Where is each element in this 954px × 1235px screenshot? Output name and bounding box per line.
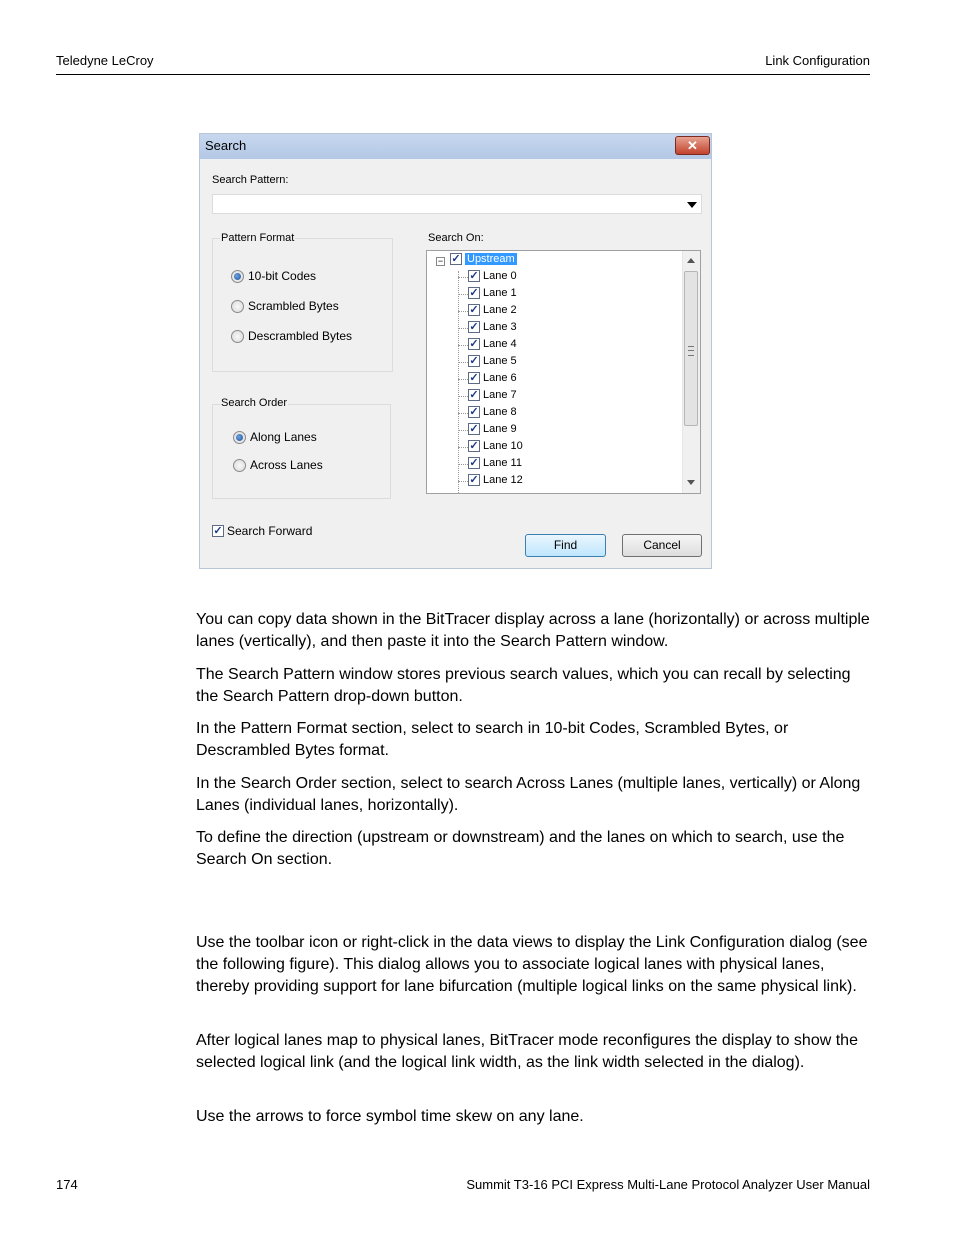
tree-node-label: Lane 0 [483,270,517,282]
radio-along-lanes[interactable] [233,430,317,444]
close-button[interactable] [675,136,710,155]
checkbox-checked-icon[interactable]: ✓ [469,372,479,384]
dialog-title: Search [205,138,247,153]
tree-node-label: Upstream [467,253,515,265]
scroll-up-icon[interactable] [687,258,695,263]
radio-scrambled-bytes[interactable] [231,299,339,313]
radio-descrambled-bytes[interactable] [231,329,352,343]
checkbox-checked-icon[interactable]: ✓ [469,406,479,418]
tree-guide-line [458,447,468,448]
search-pattern-combo[interactable] [212,194,702,214]
radio-selected-icon[interactable] [231,270,244,283]
manual-title: Summit T3-16 PCI Express Multi-Lane Protocol Analyzer User Manual [466,1177,870,1192]
radio-icon[interactable] [231,330,244,343]
collapse-icon[interactable]: − [437,256,444,266]
radio-selected-icon[interactable] [233,431,246,444]
checkbox-checked-icon[interactable]: ✓ [469,304,479,316]
header-section: Link Configuration [765,53,870,68]
paragraph: Use the toolbar icon or right-click in the data views to display the Link Configuration dialog (see the following figure). This dialog allows you to associate logical lanes with physical lanes, thereby providing support for lane bifurcation (multiple logical links on the same physical link). [196,934,868,995]
radio-label: 10-bit Codes [248,269,317,283]
scroll-thumb[interactable] [684,271,698,426]
tree-node-label: Lane 10 [483,440,523,452]
tree-guide-line [458,379,468,380]
cancel-button[interactable]: Cancel [622,534,702,557]
radio-icon[interactable] [231,300,244,313]
checkbox-checked-icon[interactable]: ✓ [469,270,479,282]
pattern-format-label: Pattern Format [221,232,295,244]
tree-guide-line [458,277,468,278]
tree-node-upstream[interactable] [450,253,517,265]
paragraph: To define the direction (upstream or downstream) and the lanes on which to search, use the Search On section. [196,829,845,868]
tree-node-label: Lane 3 [483,321,517,333]
search-on-tree[interactable] [426,250,701,494]
checkbox-checked-icon[interactable]: ✓ [469,338,479,350]
paragraph: You can copy data shown in the BitTracer display across a lane (horizontally) or across multiple lanes (vertically), and then paste it into the Search Pattern window. [196,611,870,650]
chevron-down-icon[interactable] [687,202,697,208]
search-pattern-label: Search Pattern: [212,174,289,186]
checkbox-checked-icon[interactable]: ✓ [451,253,461,265]
radio-label: Descrambled Bytes [248,329,353,343]
tree-guide-line [458,328,468,329]
tree-scrollbar[interactable] [682,251,700,493]
tree-node-label: Lane 4 [483,338,517,350]
tree-guide-line [458,464,468,465]
search-forward-label: Search Forward [227,524,313,538]
tree-node-label: Lane 12 [483,474,523,486]
tree-node-lane[interactable] [468,474,523,486]
search-order-label: Search Order [221,397,288,409]
tree-node-lane[interactable] [468,287,517,299]
paragraph: The Search Pattern window stores previous search values, which you can recall by selecting the Search Pattern drop-down button. [196,666,851,705]
paragraph: In the Search Order section, select to search Across Lanes (multiple lanes, vertically) or Along Lanes (individual lanes, horizontally). [196,775,861,814]
search-dialog [199,133,712,569]
checkbox-checked-icon[interactable]: ✓ [469,423,479,435]
radio-label: Across Lanes [250,458,323,472]
tree-node-label: Lane 7 [483,389,517,401]
tree-node-lane[interactable] [468,389,517,401]
tree-guide-line [458,362,468,363]
tree-node-label: Lane 11 [483,457,522,469]
radio-10bit-codes[interactable] [231,269,316,283]
checkbox-checked-icon[interactable]: ✓ [469,355,479,367]
radio-label: Along Lanes [250,430,317,444]
tree-node-lane[interactable] [468,457,522,469]
paragraph: After logical lanes map to physical lanes, BitTracer mode reconfigures the display to show the selected logical link (and the logical link width, as the link width selected in the dialog). [196,1032,858,1071]
page-number: 174 [56,1177,78,1192]
checkbox-checked-icon[interactable]: ✓ [469,389,479,401]
checkbox-checked-icon[interactable]: ✓ [213,525,223,537]
radio-across-lanes[interactable] [233,458,323,472]
tree-guide-line [458,271,459,494]
radio-icon[interactable] [233,459,246,472]
checkbox-checked-icon[interactable]: ✓ [469,287,479,299]
checkbox-checked-icon[interactable]: ✓ [469,321,479,333]
tree-guide-line [458,345,468,346]
checkbox-checked-icon[interactable]: ✓ [469,440,479,452]
tree-node-lane[interactable] [468,406,517,418]
tree-node-label: Lane 2 [483,304,517,316]
tree-guide-line [458,396,468,397]
tree-node-lane[interactable] [468,423,517,435]
tree-node-lane[interactable] [468,270,517,282]
tree-node-label: Lane 9 [483,423,517,435]
tree-node-label: Lane 5 [483,355,517,367]
tree-guide-line [458,413,468,414]
dialog-titlebar[interactable] [200,134,711,159]
grip-icon [688,346,694,356]
paragraph: Use the arrows to force symbol time skew on any lane. [196,1108,584,1125]
tree-node-label: Lane 1 [483,287,517,299]
tree-node-lane[interactable] [468,440,523,452]
tree-guide-line [458,294,468,295]
tree-guide-line [458,311,468,312]
checkbox-checked-icon[interactable]: ✓ [469,457,479,469]
find-button[interactable]: Find [525,534,606,557]
search-order-group [212,404,391,499]
tree-node-lane[interactable] [468,338,517,350]
tree-guide-line [458,430,468,431]
paragraph: In the Pattern Format section, select to search in 10-bit Codes, Scrambled Bytes, or Descrambled Bytes format. [196,720,789,759]
tree-node-lane[interactable] [468,355,517,367]
tree-node-lane[interactable] [468,304,517,316]
search-forward-checkbox[interactable] [212,524,312,538]
scroll-down-icon[interactable] [687,480,695,485]
tree-guide-line [458,481,468,482]
radio-label: Scrambled Bytes [248,299,339,313]
close-icon: ✕ [687,138,698,153]
tree-node-lane[interactable] [468,372,517,384]
header-rule [56,74,870,75]
tree-node-label: Lane 6 [483,372,517,384]
checkbox-checked-icon[interactable]: ✓ [469,474,479,486]
header-company: Teledyne LeCroy [56,53,154,68]
tree-node-lane[interactable] [468,321,517,333]
search-on-label: Search On: [428,232,484,244]
tree-node-label: Lane 8 [483,406,517,418]
